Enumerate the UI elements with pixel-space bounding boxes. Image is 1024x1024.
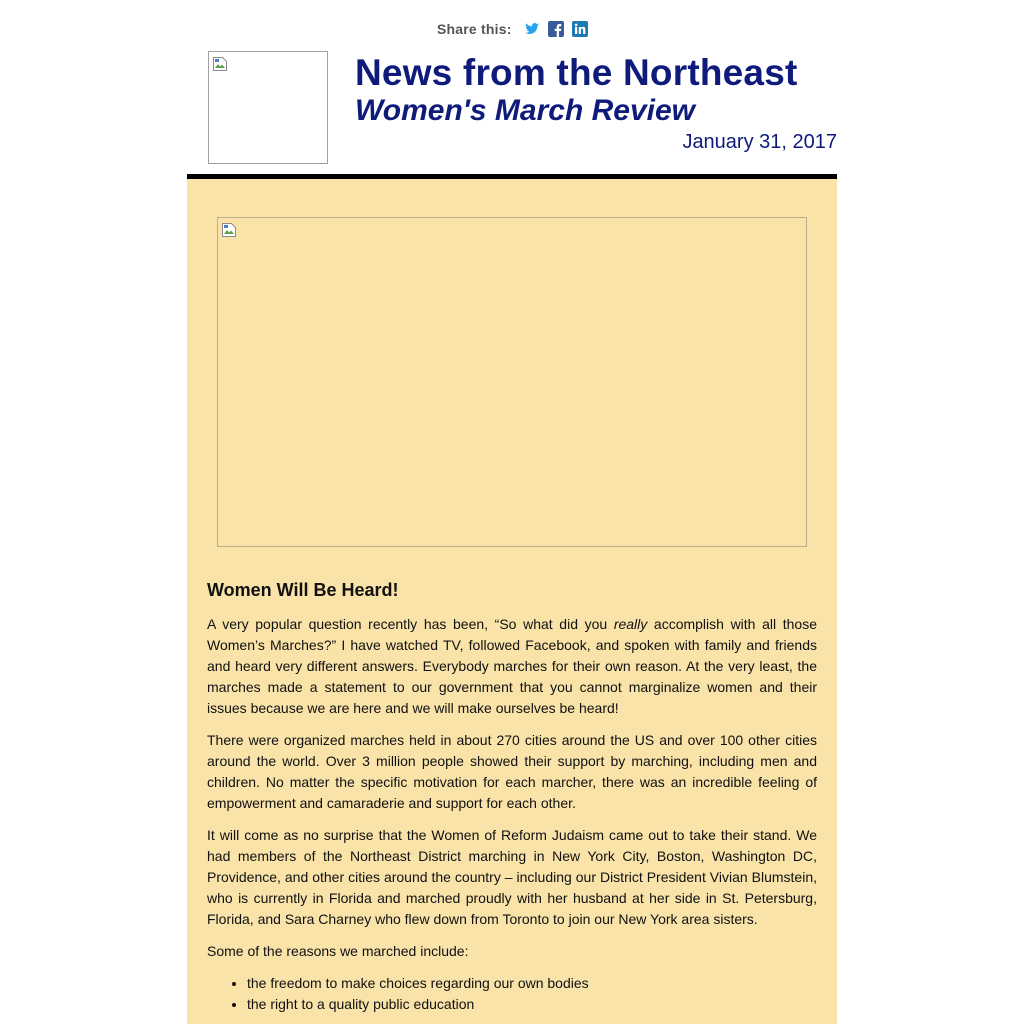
emphasis-text: really — [613, 616, 648, 632]
article-heading: Women Will Be Heard! — [207, 580, 399, 600]
paragraph-text: A very popular question recently has been, “So what did you — [207, 616, 614, 632]
list-item: • the right to a quality public education — [247, 994, 817, 1015]
share-label: Share this: — [437, 21, 512, 37]
content-panel — [187, 179, 837, 1024]
share-bar — [437, 19, 596, 39]
issue-date: January 31, 2017 — [682, 131, 837, 153]
paragraph-text: accomplish with all those Women’s Marches?” I have watched TV, followed Facebook, and spoken with family and friends and heard very different answers. Everybody marches for their own reason. At the very least, the marches made a statement to our government that you cannot marginalize women and their issues because we are here and we will make ourselves be heard! — [207, 616, 817, 716]
article-paragraph — [207, 614, 817, 719]
masthead-title: News from the Northeast — [355, 52, 798, 93]
article-paragraph: It will come as no surprise that the Women of Reform Judaism came out to take their stand. We had members of the Northeast District marching in New York City, Boston, Washington DC, Providence, and other cities around the country – including our District President Vivian Blumstein, who is currently in Florida and marched proudly with her husband at her side in St. Petersburg, Florida, and Sara Charney who flew down from Toronto to join our New York area sisters. — [207, 827, 817, 927]
masthead-subtitle: Women's March Review — [355, 94, 696, 127]
list-item: • the freedom to make choices regarding our own bodies — [247, 973, 817, 994]
article-paragraph: There were organized marches held in about 270 cities around the US and over 100 other cities around the world. Over 3 million people showed their support by marching, including men and children. No matter the specific motivation for each marcher, there was an incredible feeling of empowerment and camaraderie and support for each other. — [207, 732, 817, 811]
article-paragraph: Some of the reasons we marched include: — [207, 943, 469, 959]
twitter-icon[interactable] — [524, 21, 540, 37]
broken-image-icon — [221, 222, 237, 238]
logo-image — [208, 51, 328, 164]
facebook-icon[interactable] — [548, 21, 564, 37]
linkedin-icon[interactable] — [572, 21, 588, 37]
hero-image — [217, 217, 807, 547]
masthead — [187, 45, 837, 174]
article — [207, 577, 817, 1015]
reasons-list — [207, 973, 817, 1015]
broken-image-icon — [212, 56, 228, 72]
